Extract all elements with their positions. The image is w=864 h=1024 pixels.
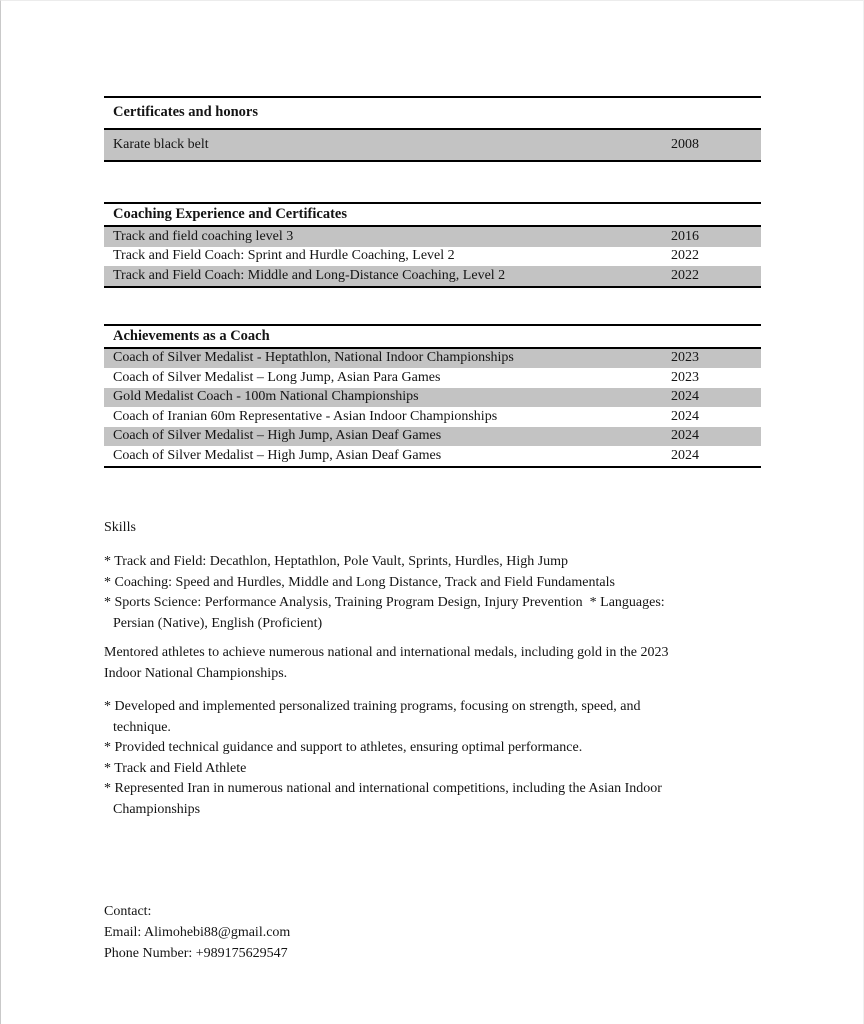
experience-line: * Developed and implemented personalized training programs, focusing on strength, speed, and bbox=[104, 699, 641, 714]
row-label: Coach of Silver Medalist – High Jump, Asian Deaf Games bbox=[113, 428, 442, 444]
table-row bbox=[104, 427, 761, 447]
section-title: Coaching Experience and Certificates bbox=[104, 202, 761, 227]
row-label: Coach of Silver Medalist – Long Jump, Asian Para Games bbox=[113, 369, 441, 385]
contact-email: Email: Alimohebi88@gmail.com bbox=[104, 925, 291, 940]
table-row bbox=[104, 266, 761, 286]
row-year: 2024 bbox=[671, 389, 699, 405]
skills-line: Persian (Native), English (Proficient) bbox=[113, 615, 323, 631]
section-certificates-and-honors bbox=[104, 96, 761, 162]
skills-line: * Coaching: Speed and Hurdles, Middle and Long Distance, Track and Field Fundamentals bbox=[104, 574, 615, 590]
row-label: Karate black belt bbox=[113, 137, 209, 152]
experience-line: technique. bbox=[113, 719, 171, 735]
table-row bbox=[104, 368, 761, 388]
row-year: 2024 bbox=[671, 408, 699, 424]
skills-line: * Track and Field: Decathlon, Heptathlon, Pole Vault, Sprints, Hurdles, High Jump bbox=[104, 554, 569, 569]
section-achievements-as-coach bbox=[104, 324, 761, 468]
summary-line: Mentored athletes to achieve numerous national and international medals, including gold in the 2023 bbox=[104, 645, 669, 660]
table-row bbox=[104, 247, 761, 267]
table-row bbox=[104, 388, 761, 408]
section-coaching-experience bbox=[104, 202, 761, 288]
summary-line: Indoor National Championships. bbox=[104, 665, 288, 681]
row-label: Coach of Iranian 60m Representative - Asian Indoor Championships bbox=[113, 408, 498, 424]
experience-line: * Represented Iran in numerous national and international competitions, including the Asian Indoor bbox=[104, 781, 662, 796]
experience-line: Championships bbox=[113, 801, 201, 817]
table-row bbox=[104, 446, 761, 466]
row-label: Track and field coaching level 3 bbox=[113, 228, 294, 244]
row-year: 2022 bbox=[671, 267, 699, 283]
table-row bbox=[104, 407, 761, 427]
contact-block bbox=[104, 901, 761, 964]
row-year: 2023 bbox=[671, 350, 699, 366]
skills-list bbox=[104, 552, 761, 634]
row-label: Gold Medalist Coach - 100m National Championships bbox=[113, 389, 419, 405]
row-year: 2024 bbox=[671, 428, 699, 444]
table-row bbox=[104, 227, 761, 247]
skills-heading: Skills bbox=[104, 519, 136, 535]
row-label: Track and Field Coach: Sprint and Hurdle Coaching, Level 2 bbox=[113, 248, 455, 264]
resume-content bbox=[104, 1, 761, 964]
row-year: 2022 bbox=[671, 248, 699, 264]
row-year: 2008 bbox=[671, 137, 699, 152]
row-year: 2024 bbox=[671, 447, 699, 463]
row-year: 2023 bbox=[671, 369, 699, 385]
table-row bbox=[104, 130, 761, 160]
experience-line: * Track and Field Athlete bbox=[104, 760, 247, 776]
row-label: Coach of Silver Medalist - Heptathlon, National Indoor Championships bbox=[113, 350, 514, 366]
table-row bbox=[104, 349, 761, 369]
row-label: Track and Field Coach: Middle and Long-Distance Coaching, Level 2 bbox=[113, 267, 506, 283]
experience-line: * Provided technical guidance and support to athletes, ensuring optimal performance. bbox=[104, 740, 583, 755]
row-year: 2016 bbox=[671, 228, 699, 244]
row-label: Coach of Silver Medalist – High Jump, Asian Deaf Games bbox=[113, 447, 442, 463]
contact-heading: Contact: bbox=[104, 904, 152, 919]
contact-phone: Phone Number: +989175629547 bbox=[104, 946, 288, 961]
experience-list bbox=[104, 697, 761, 820]
section-title: Achievements as a Coach bbox=[104, 324, 761, 349]
section-title: Certificates and honors bbox=[104, 96, 761, 130]
skills-line: * Sports Science: Performance Analysis, Training Program Design, Injury Prevention * Languages: bbox=[104, 595, 665, 610]
summary-paragraph bbox=[104, 643, 761, 684]
